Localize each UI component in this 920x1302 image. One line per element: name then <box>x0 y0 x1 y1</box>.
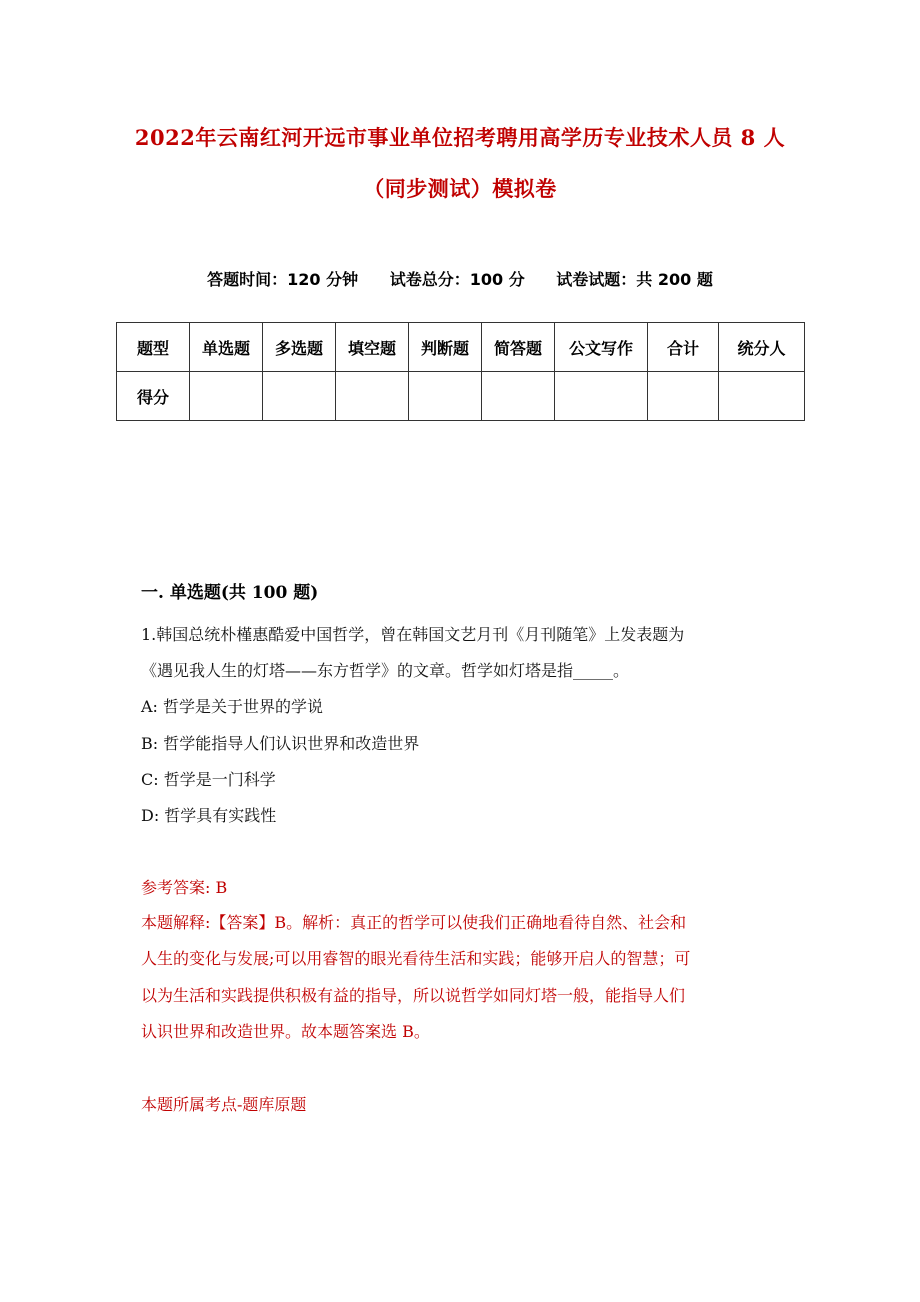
score-header-cell: 判断题 <box>409 323 482 372</box>
score-cell[interactable] <box>190 372 263 421</box>
score-table-score-row <box>117 372 805 421</box>
score-header-cell: 单选题 <box>190 323 263 372</box>
question-stem-line1: 1.韩国总统朴槿惠酷爱中国哲学，曾在韩国文艺月刊《月刊随笔》上发表题为 <box>141 625 685 644</box>
option-b: B: 哲学能指导人们认识世界和改造世界 <box>141 734 420 753</box>
score-row-label: 得分 <box>117 372 190 421</box>
score-header-cell: 填空题 <box>336 323 409 372</box>
score-cell[interactable] <box>555 372 648 421</box>
topic-note: 本题所属考点-题库原题 <box>141 1095 307 1114</box>
option-d: D: 哲学具有实践性 <box>141 806 277 825</box>
exam-total-score: 试卷总分：100 分 <box>389 270 525 289</box>
score-header-cell: 公文写作 <box>555 323 648 372</box>
option-c: C: 哲学是一门科学 <box>141 770 276 789</box>
explanation-line1: 本题解释:【答案】B。解析：真正的哲学可以使我们正确地看待自然、社会和 <box>141 913 687 932</box>
score-header-cell: 统分人 <box>719 323 805 372</box>
exam-question-count: 试卷试题：共 200 题 <box>556 270 713 289</box>
score-table-header-row <box>117 323 805 372</box>
explanation-line4: 认识世界和改造世界。故本题答案选 B。 <box>141 1022 430 1041</box>
question-stem-line2: 《遇见我人生的灯塔——东方哲学》的文章。哲学如灯塔是指_____。 <box>141 661 630 680</box>
score-header-cell: 合计 <box>648 323 719 372</box>
exam-title-line2: （同步测试）模拟卷 <box>363 176 557 201</box>
exam-meta <box>0 267 920 290</box>
score-cell[interactable] <box>648 372 719 421</box>
score-cell[interactable] <box>336 372 409 421</box>
reference-answer: 参考答案: B <box>141 878 228 897</box>
score-header-cell: 简答题 <box>482 323 555 372</box>
score-cell[interactable] <box>409 372 482 421</box>
score-cell[interactable] <box>482 372 555 421</box>
score-table <box>116 322 805 421</box>
option-a: A: 哲学是关于世界的学说 <box>141 697 324 716</box>
section-title: 一. 单选题(共 100 题) <box>141 583 319 603</box>
explanation-line3: 以为生活和实践提供积极有益的指导，所以说哲学如同灯塔一般，能指导人们 <box>141 986 686 1005</box>
exam-title-line1: 2022年云南红河开远市事业单位招考聘用高学历专业技术人员 8 人 <box>134 125 786 150</box>
score-header-cell: 多选题 <box>263 323 336 372</box>
score-cell[interactable] <box>719 372 805 421</box>
score-cell[interactable] <box>263 372 336 421</box>
score-header-cell: 题型 <box>117 323 190 372</box>
exam-time: 答题时间：120 分钟 <box>207 270 359 289</box>
explanation-line2: 人生的变化与发展;可以用睿智的眼光看待生活和实践；能够开启人的智慧；可 <box>141 949 691 968</box>
